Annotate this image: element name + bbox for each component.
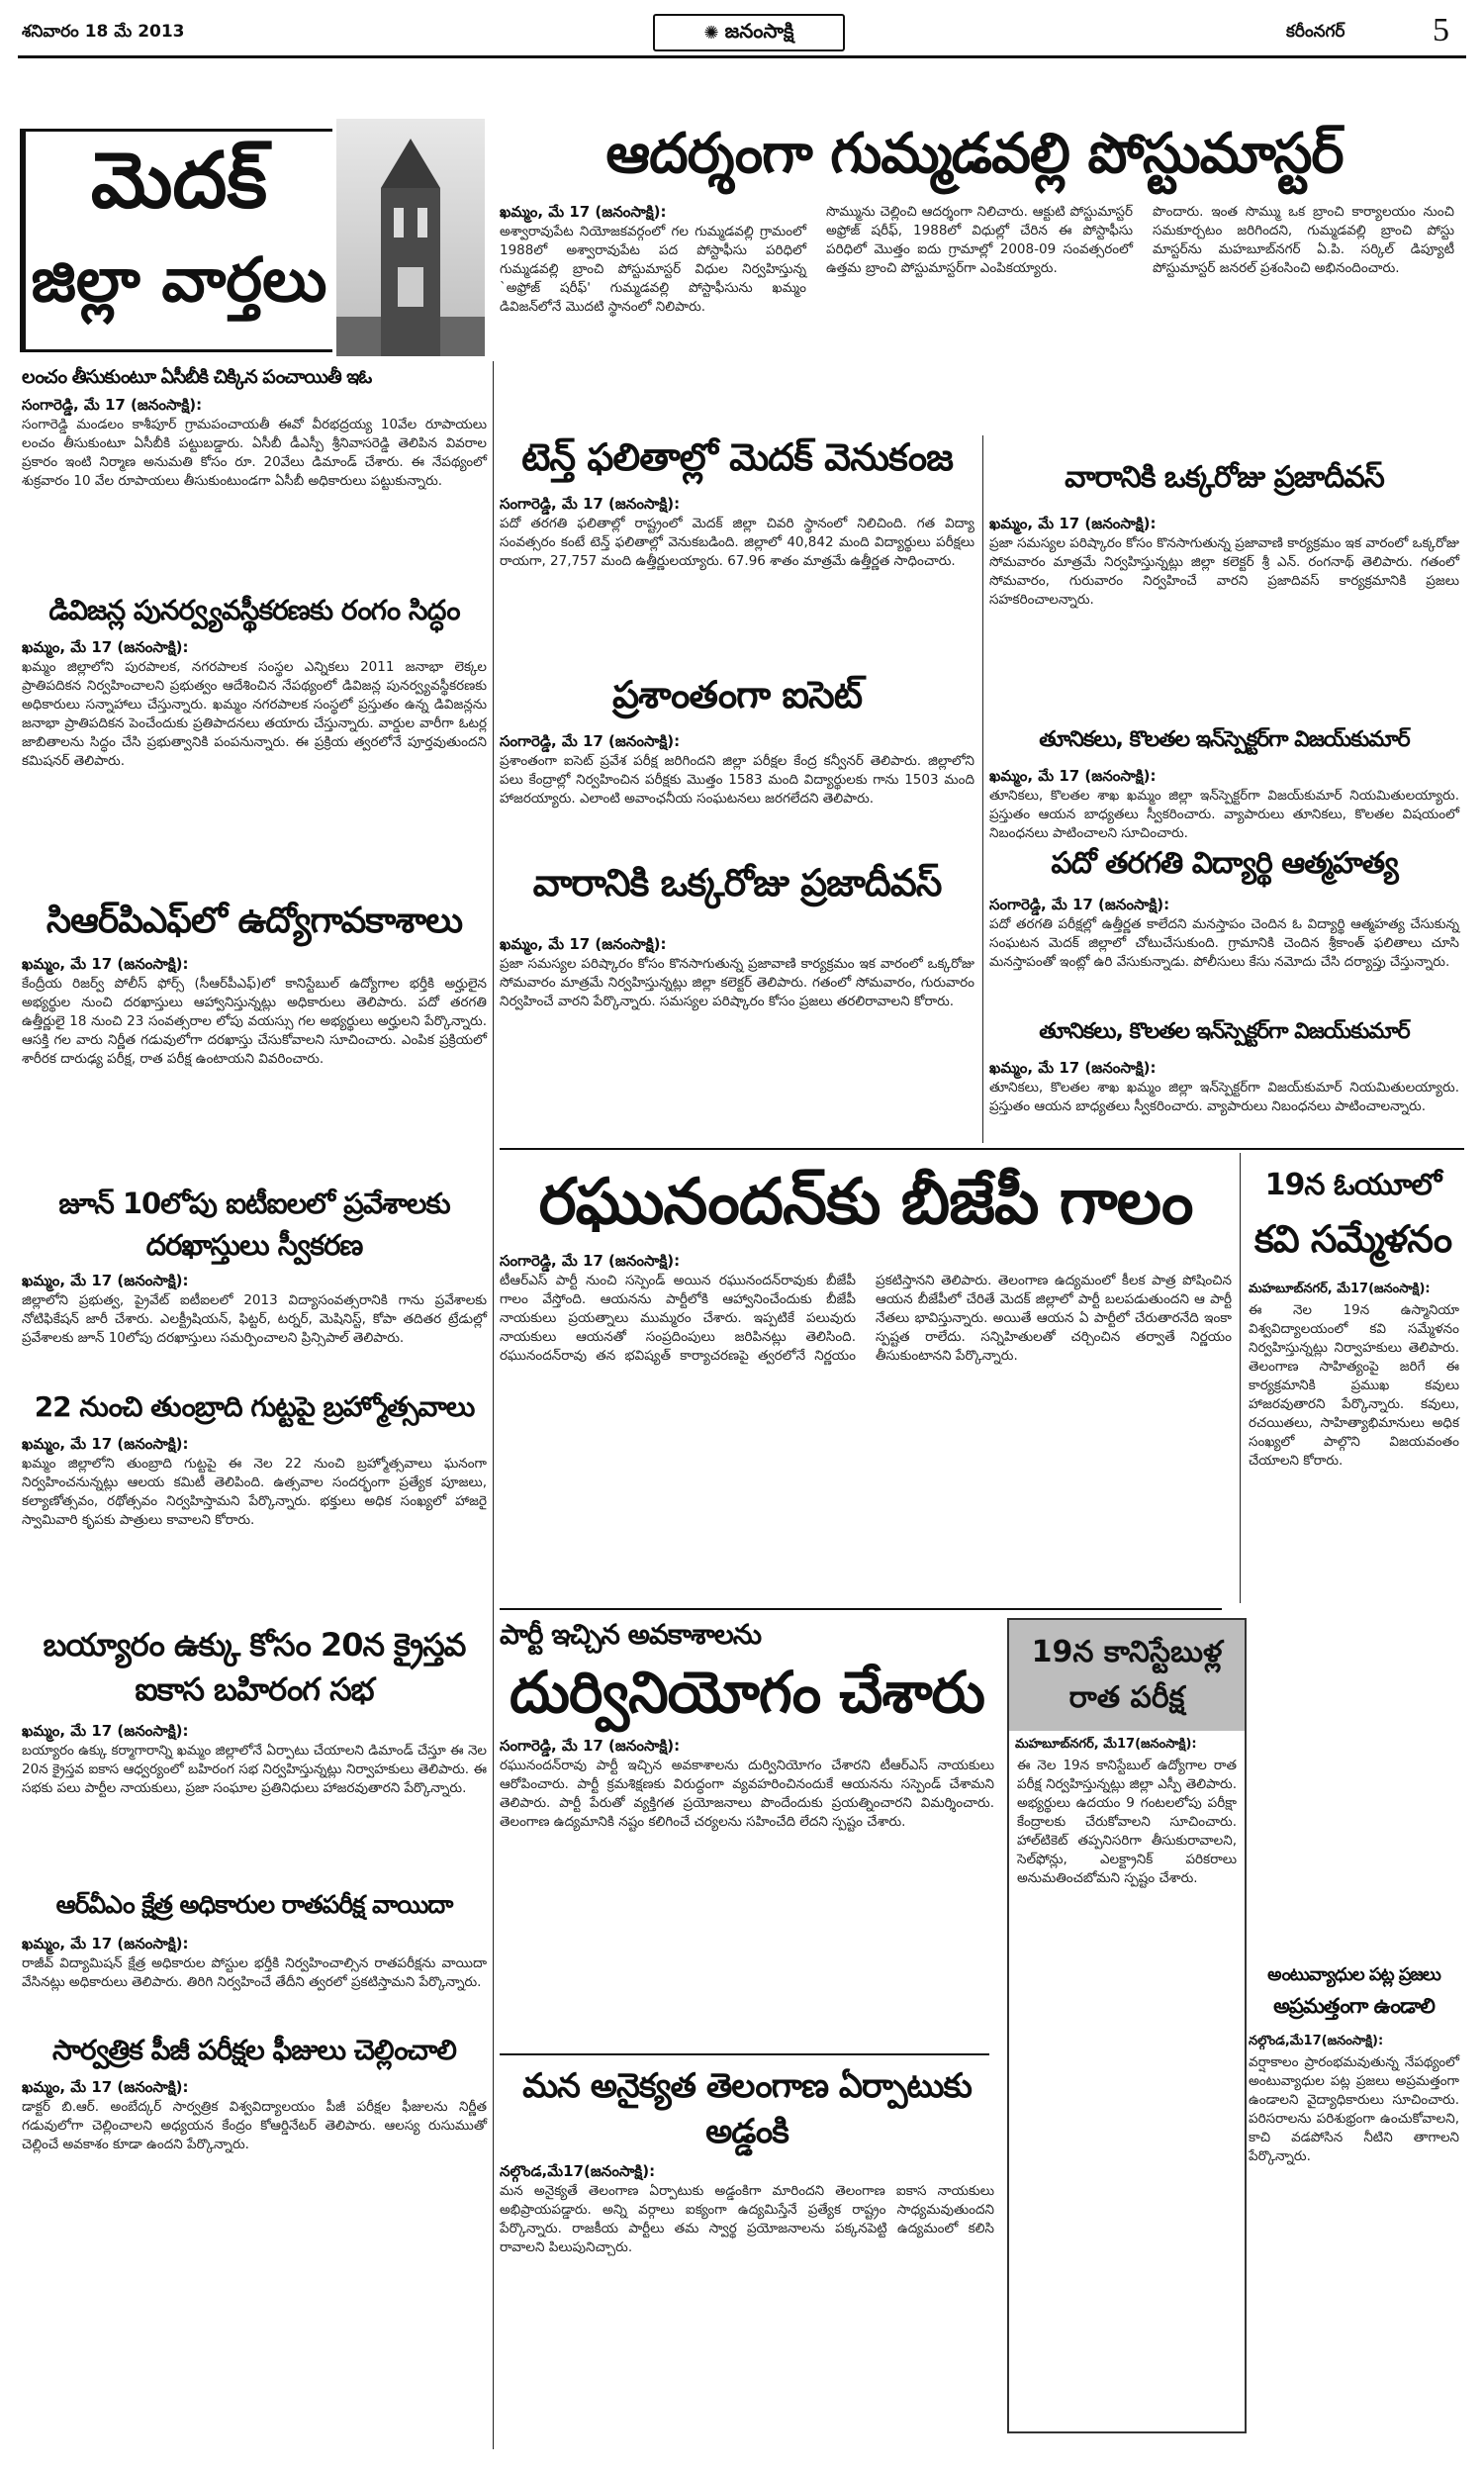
paper-logo — [653, 14, 845, 51]
headline-raghunandan: రఘునందన్‌కు బీజేపీ గాలం — [538, 1166, 1193, 1239]
article-epidemic: వర్షాకాలం ప్రారంభమవుతున్న నేపథ్యంలో అంటువ్యాధుల పట్ల ప్రజలు అప్రమత్తంగా ఉండాలని వైద్యాధికారులు సూచించారు. పరిసరాలను పరిశుభ్రంగా ఉంచుకోవాలని, కాచి వడపోసిన నీటిని తాగాలని పేర్కొన్నారు. — [1249, 2054, 1459, 2164]
article-tenth: పదో తరగతి ఫలితాల్లో రాష్ట్రంలో మెదక్‌ జిల్లా చివరి స్థానంలో నిలిచింది. గత విద్యా సంవత్సరం కంటే టెన్త్‌ ఫలితాల్లో వెనుకబడింది. జిల్లాలో 40,842 మంది విద్యార్థులు పరీక్షలు రాయగా, 27,757 మంది ఉత్తీర్ణులయ్యారు. 67.96 శాతం మాత్రమే ఉత్తీర్ణత సాధించారు. — [500, 516, 974, 569]
article-iset: ప్రశాంతంగా ఐసెట్‌ ప్రవేశ పరీక్ష జరిగిందని జిల్లా పరీక్షల కేంద్ర కన్వీనర్‌ తెలిపారు. జిల్లాలోని పలు కేంద్రాల్లో నిర్వహించిన పరీక్షకు మొత్తం 1583 మంది విద్యార్థులకు గాను 1503 మంది హాజరయ్యారు. ఎలాంటి అవాంఛనీయ సంఘటనలు జరగలేదని తెలిపారు. — [500, 753, 974, 807]
headline-tenth: టెన్త్‌ ఫలితాల్లో మెదక్‌ వెనుకంజ — [521, 435, 953, 479]
headline-tunikalu-1: తూనికలు, కొలతల ఇన్‌స్పెక్టర్‌గా విజయ్‌కుమార్‌ — [1039, 727, 1410, 752]
headline-prajavani-1: వారానికి ఒక్కరోజు ప్రజాదీవస్‌ — [1065, 460, 1384, 495]
headline-tumbradi: 22 నుంచి తుంబ్రాది గుట్టపై బ్రహ్మోత్సవాలు — [34, 1390, 475, 1423]
dateline: మహబూబ్‌నగర్‌, మే17(జనంసాక్షి): — [1015, 1737, 1197, 1752]
headline-misuse-big: దుర్వినియోగం చేశారు — [509, 1659, 984, 1726]
headline-epidemic: అంటువ్యాధుల పట్ల ప్రజలు — [1267, 1964, 1440, 1985]
column-rule — [982, 435, 983, 1143]
headline-kavi-big: కవి సమ్మేళనం — [1253, 1217, 1452, 1261]
article-constable: ఈ నెల 19న కానిస్టేబుల్‌ ఉద్యోగాల రాత పరీక్ష నిర్వహిస్తున్నట్లు జిల్లా ఎస్పీ తెలిపారు. అభ్యర్థులు ఉదయం 9 గంటలలోపు పరీక్షా కేంద్రాలకు చేరుకోవాలని సూచించారు. హాల్‌టికెట్‌ తప్పనిసరిగా తీసుకురావాలని, సెల్‌ఫోన్లు, ఎలక్ట్రానిక్‌ పరికరాలు అనుమతించబోమని స్పష్టం చేశారు. — [1017, 1758, 1237, 1886]
headline-iset: ప్రశాంతంగా ఐసెట్‌ — [611, 673, 863, 716]
article-lancham: సంగారెడ్డి మండలం కాశీపూర్‌ గ్రామపంచాయతీ ఈవో వీరభద్రయ్య 10వేల రూపాయలు లంచం తీసుకుంటూ ఏసీబీకి పట్టుబడ్డారు. ఏసీబీ డీఎస్పీ శ్రీనివాసరెడ్డి తెలిపిన వివరాల ప్రకారం ఇంటి నిర్మాణ అనుమతి కోసం రూ. 20వేలు డిమాండ్‌ చేశారు. ఈ నేపథ్యంలో శుక్రవారం 10 వేల రూపాయలు తీసుకుంటుండగా ఏసీబీ అధికారులు పట్టుకున్నారు. — [22, 417, 487, 489]
page-number: 5 — [1433, 12, 1449, 48]
article-tunikalu-2: తూనికలు, కొలతల శాఖ ఖమ్మం జిల్లా ఇన్‌స్పెక్టర్‌గా విజయ్‌కుమార్‌ నియమితులయ్యారు. ప్రస్తుతం ఆయన బాధ్యతలు స్వీకరించారు. వ్యాపారులు నిబంధనలు పాటించాలన్నారు. — [989, 1080, 1459, 1114]
headline-prajavani-2: వారానికి ఒక్కరోజు ప్రజాదీవస్‌ — [532, 861, 942, 904]
column-rule — [1240, 1153, 1241, 1603]
medak-title-line1: మెదక్ — [90, 137, 268, 226]
headline-lancham: లంచం తీసుకుంటూ ఏసీబీకి చిక్కిన పంచాయితీ ఇఓ — [22, 366, 372, 388]
article-pg: డాక్టర్‌ బి.ఆర్‌. అంబేద్కర్‌ సార్వత్రిక విశ్వవిద్యాలయం పీజీ పరీక్షల ఫీజులను నిర్ణీత గడువులోగా చెల్లించాలని అధ్యయన కేంద్రం కోఆర్డినేటర్‌ తెలిపారు. ఆలస్య రుసుముతో చెల్లించే అవకాశం కూడా ఉందని పేర్కొన్నారు. — [22, 2099, 487, 2152]
headline-misuse-small: పార్టీ ఇచ్చిన అవకాశాలను — [500, 1618, 762, 1651]
edition-place: కరీంనగర్ — [1286, 22, 1345, 42]
article-misuse: రఘునందన్‌రావు పార్టీ ఇచ్చిన అవకాశాలను దుర్వినియోగం చేశారని టీఆర్‌ఎస్‌ నాయకులు ఆరోపించారు. పార్టీ క్రమశిక్షణకు విరుద్ధంగా వ్యవహరించినందుకే ఆయనను సస్పెండ్‌ చేశామని తెలిపారు. పార్టీ పేరుతో వ్యక్తిగత ప్రయోజనాలు పొందేందుకు ప్రయత్నించారని విమర్శించారు. తెలంగాణ ఉద్యమానికి నష్టం కలిగించే చర్యలను సహించేది లేదని స్పష్టం చేశారు. — [500, 1758, 994, 1830]
article-prajavani-1: ప్రజా సమస్యల పరిష్కారం కోసం కొనసాగుతున్న ప్రజావాణి కార్యక్రమం ఇక వారంలో ఒక్కరోజు సోమవారం మాత్రమే నిర్వహిస్తున్నట్లు జిల్లా కలెక్టర్‌ శ్రీ ఎన్‌. రంగనాథ్‌ తెలిపారు. గతంలో సోమవారం, గురువారం నిర్వహించే వారని ప్రజాదివస్‌ కార్యక్రమానికి ప్రజలు సహకరించాలన్నారు. — [989, 535, 1459, 608]
article-unity: మన అనైక్యతే తెలంగాణ ఏర్పాటుకు అడ్డంకిగా మారిందని తెలంగాణ ఐకాస నాయకులు అభిప్రాయపడ్డారు. అన్ని వర్గాలు ఐక్యంగా ఉద్యమిస్తేనే ప్రత్యేక రాష్ట్రం సాధ్యమవుతుందని పేర్కొన్నారు. రాజకీయ పార్టీలు తమ స్వార్థ ప్రయోజనాలను పక్కనపెట్టి ఉద్యమంలో కలిసి రావాలని పిలుపునిచ్చారు. — [500, 2183, 994, 2255]
dateline: ఖమ్మం, మే 17 (జనంసాక్షి): — [22, 2078, 189, 2096]
dateline: నల్గొండ,మే17(జనంసాక్షి): — [500, 2162, 656, 2180]
article-iti: జిల్లాలోని ప్రభుత్వ, ప్రైవేట్‌ ఐటీఐలలో 2013 విద్యాసంవత్సరానికి గాను ప్రవేశాలకు నోటిఫికేషన్‌ జారీ చేశారు. ఎలక్ట్రీషియన్‌, ఫిట్టర్‌, టర్నర్‌, మెషినిస్ట్‌, కోపా తదితర ట్రేడుల్లో ప్రవేశాలకు జూన్‌ 10లోపు దరఖాస్తులు సమర్పించాలని ప్రిన్సిపాల్‌ తెలిపారు. — [22, 1292, 487, 1346]
church-tower-icon — [336, 119, 485, 356]
date-line: శనివారం 18 మే 2013 — [22, 22, 185, 42]
article-division: ఖమ్మం జిల్లాలోని పురపాలక, నగరపాలక సంస్థల ఎన్నికలు 2011 జనాభా లెక్కల ప్రాతిపదికన నిర్వహించాలని ప్రభుత్వం ఆదేశించిన నేపథ్యంలో డివిజన్ల పునర్వ్యవస్థీకరణకు అధికారులు సన్నాహాలు చేస్తున్నారు. ఖమ్మం నగరపాలక సంస్థలో ప్రస్తుతం ఉన్న డివిజన్లను జనాభా ప్రాతిపదికన పెంచేందుకు ప్రతిపాదనలు తయారు చేస్తున్నారు. వార్డుల వారీగా ఓటర్ల జాబితాలను సిద్ధం చేసి ప్రభుత్వానికి పంపనున్నారు. ఈ ప్రక్రియ త్వరలోనే పూర్తవుతుందని కమిషనర్‌ తెలిపారు. — [22, 659, 487, 769]
article-tunikalu-1: తూనికలు, కొలతల శాఖ ఖమ్మం జిల్లా ఇన్‌స్పెక్టర్‌గా విజయ్‌కుమార్‌ నియమితులయ్యారు. ప్రస్తుతం ఆయన బాధ్యతలు స్వీకరించారు. వ్యాపారులు తూనికలు, కొలతల విషయంలో నిబంధనలు పాటించాలని సూచించారు. — [989, 788, 1459, 841]
article-bayyaram: బయ్యారం ఉక్కు కర్మాగారాన్ని ఖమ్మం జిల్లాలోనే ఏర్పాటు చేయాలని డిమాండ్‌ చేస్తూ ఈ నెల 20న క్రైస్తవ ఐకాస ఆధ్వర్యంలో బహిరంగ సభ నిర్వహిస్తున్నట్లు నిర్వాహకులు తెలిపారు. ఈ సభకు పలు పార్టీల నాయకులు, ప్రజా సంఘాల ప్రతినిధులు హాజరవుతారని పేర్కొన్నారు. — [22, 1743, 487, 1796]
dateline: ఖమ్మం, మే 17 (జనంసాక్షి): — [989, 767, 1157, 785]
article-postmaster-col2: సొమ్మును చెల్లించి ఆదర్శంగా నిలిచారు. ఆక్టుటి పోస్టుమాస్టర్‌ అఫ్రోజ్‌ షరీఫ్‌, 1988లో విధుల్లో చేరిన ఈ పోస్టాఫీసు పరిధిలో మొత్తం ఐదు గ్రామాల్లో 2008-09 సంవత్సరంలో ఉత్తమ బ్రాంచి పోస్టుమాస్టర్‌గా ఎంపికయ్యారు. — [826, 204, 1133, 276]
dateline: సంగారెడ్డి, మే 17 (జనంసాక్షి): — [500, 1252, 681, 1270]
article-kavi: ఈ నెల 19న ఉస్మానియా విశ్వవిద్యాలయంలో కవి సమ్మేళనం నిర్వహిస్తున్నట్లు నిర్వాహకులు తెలిపారు. తెలంగాణ సాహిత్యంపై జరిగే ఈ కార్యక్రమానికి ప్రముఖ కవులు హాజరవుతారని పేర్కొన్నారు. కవులు, రచయితలు, సాహిత్యాభిమానులు అధిక సంఖ్యలో పాల్గొని విజయవంతం చేయాలని కోరారు. — [1249, 1302, 1459, 1469]
medak-section-box — [20, 129, 332, 352]
article-postmaster-col1: అశ్వారావుపేట నియోజకవర్గంలో గల గుమ్మడవల్లి గ్రామంలో 1988లో అశ్వారావుపేట పద పోస్టాఫీసు పరిధిలో గుమ్మడవల్లి బ్రాంచి పోస్టుమాస్టర్‌ విధుల నిర్వహిస్తున్న `అఫ్రోజ్‌ షరీఫ్‌' గుమ్మడవల్లి పోస్టాఫీసును ఖమ్మం డివిజన్‌లోనే మొదటి స్థానంలో నిలిపారు. — [500, 224, 806, 315]
dateline: సంగారెడ్డి, మే 17 (జనంసాక్షి): — [22, 396, 203, 414]
dateline: ఖమ్మం, మే 17 (జనంసాక్షి): — [989, 1059, 1157, 1077]
headline-kavi-small: 19న ఓయూలో — [1264, 1168, 1441, 1202]
constable-box — [1007, 1618, 1247, 2433]
headline-postmaster: ఆదర్శంగా గుమ్మడవల్లి పోస్టుమాస్టర్ — [605, 122, 1344, 186]
article-suicide: పదో తరగతి పరీక్షల్లో ఉత్తీర్ణత కాలేదని మనస్తాపం చెందిన ఓ విద్యార్థి ఆత్మహత్య చేసుకున్న సంఘటన మెదక్‌ జిల్లాలో చోటుచేసుకుంది. గ్రామానికి చెందిన శ్రీకాంత్‌ ఫలితాలు చూసి మనస్తాపంతో ఇంట్లో ఉరి వేసుకున్నాడు. పోలీసులు కేసు నమోదు చేసి దర్యాప్తు చేస్తున్నారు. — [989, 916, 1459, 970]
dateline: సంగారెడ్డి, మే 17 (జనంసాక్షి): — [500, 1737, 681, 1755]
dateline: ఖమ్మం, మే 17 (జనంసాక్షి): — [22, 638, 189, 656]
dateline: ఖమ్మం, మే 17 (జనంసాక్షి): — [989, 515, 1157, 532]
article-prajavani-2: ప్రజా సమస్యల పరిష్కారం కోసం కొనసాగుతున్న ప్రజావాణి కార్యక్రమం ఇక వారంలో ఒక్కరోజు సోమవారం మాత్రమే నిర్వహిస్తున్నట్లు జిల్లా కలెక్టర్‌ తెలిపారు. గతంలో సోమవారం, గురువారం నిర్వహించే వారని పేర్కొన్నారు. సమస్యల పరిష్కారం కోసం ప్రజలు తరలిరావాలని కోరారు. — [500, 956, 974, 1009]
dateline: ఖమ్మం, మే 17 (జనంసాక్షి): — [500, 935, 667, 953]
headline-rvm: ఆర్‌వీఎం క్షేత్ర అధికారుల రాతపరీక్ష వాయిదా — [55, 1890, 453, 1919]
headline-division: డివిజన్ల పునర్వ్యవస్థీకరణకు రంగం సిద్ధం — [48, 594, 460, 626]
article-raghunandan: టీఆర్‌ఎస్‌ పార్టీ నుంచి సస్పెండ్‌ అయిన రఘునందన్‌రావుకు బీజేపీ గాలం వేస్తోంది. ఆయనను పార్టీలోకి ఆహ్వానించేందుకు బీజేపీ నాయకులు ప్రయత్నాలు ముమ్మరం చేశారు. ఇప్పటికే పలువురు నాయకులు ఆయనతో సంప్రదింపులు జరిపినట్లు తెలిసింది. రఘునందన్‌రావు తన భవిష్యత్‌ కార్యాచరణపై త్వరలోనే నిర్ణయం ప్రకటిస్తానని తెలిపారు. తెలంగాణ ఉద్యమంలో కీలక పాత్ర పోషించిన ఆయన బీజేపీలో చేరితే మెదక్‌ జిల్లాలో పార్టీ బలపడుతుందని ఆ పార్టీ నేతలు భావిస్తున్నారు. అయితే ఆయన ఏ పార్టీలో చేరుతారనేది ఇంకా స్పష్టత రాలేదు. సన్నిహితులతో చర్చించిన తర్వాతే నిర్ణయం తీసుకుంటానని పేర్కొన్నారు. — [500, 1273, 1232, 1364]
column-rule — [493, 361, 494, 2449]
article-rvm: రాజీవ్‌ విద్యామిషన్‌ క్షేత్ర అధికారుల పోస్టుల భర్తీకి నిర్వహించాల్సిన రాతపరీక్షను వాయిదా వేసినట్లు అధికారులు తెలిపారు. తిరిగి నిర్వహించే తేదీని త్వరలో ప్రకటిస్తామని పేర్కొన్నారు. — [22, 1955, 487, 1990]
dateline: సంగారెడ్డి, మే 17 (జనంసాక్షి): — [500, 732, 681, 750]
dateline: నల్గొండ,మే17(జనంసాక్షి): — [1249, 2034, 1384, 2048]
dateline: ఖమ్మం, మే 17 (జనంసాక్షి): — [22, 1722, 189, 1740]
headline-iti: జూన్‌ 10లోపు ఐటీఐలలో ప్రవేశాలకు దరఖాస్తులు స్వీకరణ — [58, 1187, 450, 1262]
paper-name: జనంసాక్షి — [724, 18, 794, 43]
article-postmaster-col3: పొందారు. ఇంత సొమ్ము ఒక బ్రాంచి కార్యాలయం నుంచి సమకూర్చటం జరిగిందని, గుమ్మడవల్లి బ్రాంచి పోస్టు మాస్టర్‌ను మహబూబ్‌నగర్‌ ఏ.పి. సర్కిల్‌ డిప్యూటీ పోస్టుమాస్టర్‌ జనరల్‌ ప్రశంసించి అభినందించారు. — [1153, 204, 1454, 276]
headline-unity: మన అనైక్యత తెలంగాణ ఏర్పాటుకు అడ్డంకి — [522, 2066, 972, 2151]
church-photo — [336, 119, 485, 356]
dateline: ఖమ్మం, మే 17 (జనంసాక్షి): — [22, 1272, 189, 1289]
medak-title-line2: జిల్లా వార్తలు — [31, 243, 327, 316]
dateline: సంగారెడ్డి, మే 17 (జనంసాక్షి): — [500, 495, 681, 513]
dateline: ఖమ్మం, మే 17 (జనంసాక్షి): — [500, 203, 667, 221]
headline-alert: అప్రమత్తంగా ఉండాలి — [1273, 1994, 1435, 2018]
dateline: ఖమ్మం, మే 17 (జనంసాక్షి): — [22, 1435, 189, 1453]
headline-constable: 19న కానిస్టేబుళ్ల రాత పరీక్ష — [1009, 1620, 1245, 1731]
dateline: ఖమ్మం, మే 17 (జనంసాక్షి): — [22, 955, 189, 973]
dateline: ఖమ్మం, మే 17 (జనంసాక్షి): — [22, 1935, 189, 1952]
dateline: మహబూబ్‌నగర్‌, మే17(జనంసాక్షి): — [1249, 1282, 1431, 1296]
headline-suicide: పదో తరగతి విద్యార్థి ఆత్మహత్య — [1051, 846, 1398, 881]
headline-crpf: సిఆర్‌పిఎఫ్‌లో ఉద్యోగావకాశాలు — [46, 901, 463, 941]
headline-pg: సార్వత్రిక పీజీ పరీక్షల ఫీజులు చెల్లించాలి — [52, 2034, 456, 2066]
headline-tunikalu-2: తూనికలు, కొలతల ఇన్‌స్పెక్టర్‌గా విజయ్‌కుమార్‌ — [1039, 1019, 1410, 1044]
article-tumbradi: ఖమ్మం జిల్లాలోని తుంబ్రాది గుట్టపై ఈ నెల 22 నుంచి బ్రహ్మోత్సవాలు ఘనంగా నిర్వహించనున్నట్లు ఆలయ కమిటీ తెలిపింది. ఉత్సవాల సందర్భంగా ప్రత్యేక పూజలు, కల్యాణోత్సవం, రథోత్సవం నిర్వహిస్తామని పేర్కొన్నారు. భక్తులు అధిక సంఖ్యలో హాజరై స్వామివారి కృపకు పాత్రులు కావాలని కోరారు. — [22, 1456, 487, 1528]
dateline: సంగారెడ్డి, మే 17 (జనంసాక్షి): — [989, 896, 1170, 913]
article-crpf: కేంద్రీయ రిజర్వ్‌ పోలీస్‌ ఫోర్స్‌ (సీఆర్‌పీఎఫ్‌)లో కానిస్టేబుల్‌ ఉద్యోగాల భర్తీకి అర్హులైన అభ్యర్థుల నుంచి దరఖాస్తులు ఆహ్వానిస్తున్నట్లు అధికారులు తెలిపారు. పదో తరగతి ఉత్తీర్ణులై 18 నుంచి 23 సంవత్సరాల లోపు వయస్సు గల అభ్యర్థులు అర్హులని పేర్కొన్నారు. ఆసక్తి గల వారు నిర్ణీత గడువులోగా దరఖాస్తు చేసుకోవాలని సూచించారు. ఎంపిక ప్రక్రియలో శారీరక దారుఢ్య పరీక్ష, రాత పరీక్ష ఉంటాయని వివరించారు. — [22, 976, 487, 1067]
logo-icon: ✺ — [703, 22, 719, 44]
headline-bayyaram: బయ్యారం ఉక్కు కోసం 20న క్రైస్తవ ఐకాస బహిరంగ సభ — [43, 1626, 466, 1708]
